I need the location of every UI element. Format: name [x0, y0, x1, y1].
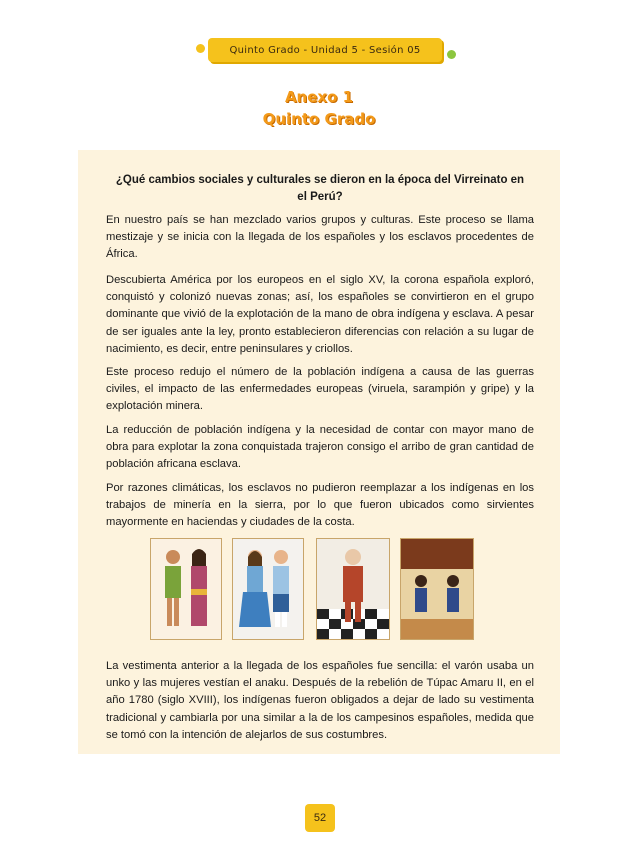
illustration-enslaved-laborers — [400, 538, 474, 640]
paragraph-clothing: La vestimenta anterior a la llegada de los españoles fue sencilla: el varón usaba un unko y las mujeres vestían el anaku. Después de la rebelión de Túpac Amaru II, en el año 1780 (siglo XVIII), los indígenas fueron obligados a dejar de lado su vestimenta tradicional y cambiarla por una similar a la de los campesinos españoles, medida que se tomó con la intención de alejarlos de sus costumbres. — [106, 660, 534, 741]
illustration-colonial-gentleman — [316, 538, 390, 640]
paragraph-slaves: Por razones climáticas, los esclavos no pudieron reemplazar a los indígenas en los trabajos de minería en la sierra, por lo que fueron ubicados como sirvientes mayormente en haciendas y ciudades de la costa. — [106, 482, 534, 529]
paragraph-population: Este proceso redujo el número de la población indígena a causa de las guerras civiles, el impacto de las enfermedades europeas (viruela, sarampión y gripe) y la explotación minera. — [106, 366, 534, 413]
header-bar — [208, 38, 442, 62]
paragraph-mestizaje: En nuestro país se han mezclado varios grupos y culturas. Este proceso se llama mestizaje y se inicia con la llegada de los españoles y los esclavos procedentes de África. — [106, 214, 534, 261]
header-dot-decoration — [196, 44, 205, 53]
page-number: 52 — [305, 804, 335, 832]
paragraph-conquest: Descubierta América por los europeos en el siglo XV, la corona española exploró, conquistó y colonizó nuevas zonas; así, los españoles se convirtieron en el grupo dominante que vivió de la explotación de la mano de obra indígena y esclava. A pesar de ser iguales ante la ley, pronto establecieron diferencias con relación a su lugar de nacimiento, es decir, entre peninsulares y criollos. — [106, 274, 534, 355]
question-heading: ¿Qué cambios sociales y culturales se dieron en la época del Virreinato en el Perú? — [115, 174, 525, 203]
header-dot-decoration — [447, 50, 456, 59]
annex-subtitle: Quinto Grado — [262, 110, 376, 128]
illustration-spanish-couple — [232, 538, 304, 640]
header-text: Quinto Grado - Unidad 5 - Sesión 05 — [229, 44, 421, 56]
annex-title: Anexo 1 — [284, 88, 354, 106]
paragraph-african-labor: La reducción de población indígena y la necesidad de contar con mayor mano de obra para explotar la zona conquistada trajeron consigo el arribo de gran cantidad de población africana esclava. — [106, 424, 534, 471]
illustration-indigenous-couple — [150, 538, 222, 640]
